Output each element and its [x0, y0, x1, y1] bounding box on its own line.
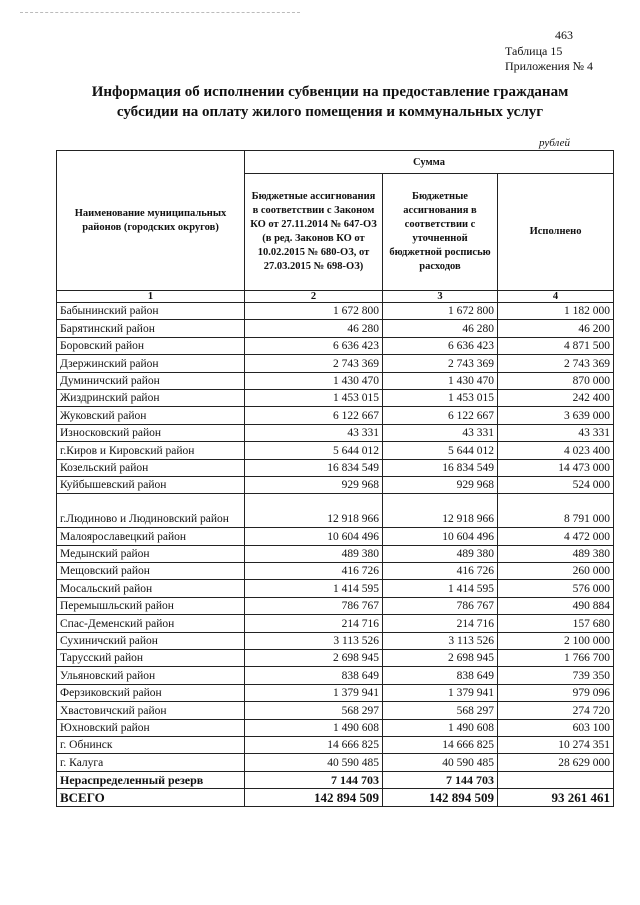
district-name: Тарусский район	[57, 650, 245, 667]
budget-law-cell: 2 698 945	[245, 650, 383, 667]
budget-law-cell: 1 672 800	[245, 303, 383, 320]
budget-law-cell: 786 767	[245, 597, 383, 614]
budget-law-cell: 10 604 496	[245, 528, 383, 545]
document-title: Информация об исполнении субвенции на предоставление гражданам субсидии на оплату жилого помещения и коммунальных услуг	[91, 84, 569, 120]
executed-cell: 4 023 400	[498, 442, 614, 459]
district-name: г. Калуга	[57, 754, 245, 771]
executed-cell: 603 100	[498, 719, 614, 736]
executed-cell: 8 791 000	[498, 494, 614, 528]
table-row	[57, 424, 614, 441]
executed-cell: 260 000	[498, 563, 614, 580]
total-budget-law: 142 894 509	[245, 789, 383, 806]
district-name: Бабынинский район	[57, 303, 245, 320]
district-name: Ульяновский район	[57, 667, 245, 684]
budget-law-cell: 1 379 941	[245, 684, 383, 701]
table-row	[57, 615, 614, 632]
budget-law-cell: 214 716	[245, 615, 383, 632]
table-row	[57, 563, 614, 580]
table-row	[57, 494, 614, 528]
executed-cell: 2 100 000	[498, 632, 614, 649]
district-name: Спас-Деменский район	[57, 615, 245, 632]
budget-refined-cell: 1 672 800	[383, 303, 498, 320]
budget-law-cell: 16 834 549	[245, 459, 383, 476]
table-row	[57, 736, 614, 753]
district-name: Куйбышевский район	[57, 476, 245, 493]
executed-cell: 489 380	[498, 545, 614, 562]
budget-law-cell: 14 666 825	[245, 736, 383, 753]
executed-cell: 1 766 700	[498, 650, 614, 667]
header-name: Наименование муниципальных районов (городских округов)	[57, 151, 245, 291]
budget-law-cell: 1 490 608	[245, 719, 383, 736]
district-name: Думиничский район	[57, 372, 245, 389]
budget-refined-cell: 1 490 608	[383, 719, 498, 736]
header-budget-refined: Бюджетные ассигнования в соответствии с уточненной бюджетной росписью расходов	[383, 174, 498, 291]
district-name: Мещовский район	[57, 563, 245, 580]
column-number: 1	[57, 291, 245, 303]
total-budget-refined: 142 894 509	[383, 789, 498, 806]
budget-refined-cell: 1 379 941	[383, 684, 498, 701]
column-number: 3	[383, 291, 498, 303]
district-name: г.Людиново и Людиновский район	[57, 494, 245, 528]
district-name: Ферзиковский район	[57, 684, 245, 701]
budget-refined-cell: 2 743 369	[383, 355, 498, 372]
table-row	[57, 389, 614, 406]
budget-law-cell: 489 380	[245, 545, 383, 562]
district-name: Хвастовичский район	[57, 702, 245, 719]
budget-law-cell: 1 414 595	[245, 580, 383, 597]
budget-refined-cell: 929 968	[383, 476, 498, 493]
district-name: Перемышльский район	[57, 597, 245, 614]
executed-cell: 242 400	[498, 389, 614, 406]
table-reference	[505, 44, 593, 74]
budget-law-cell: 416 726	[245, 563, 383, 580]
executed-cell: 274 720	[498, 702, 614, 719]
total-row	[57, 789, 614, 806]
table-row	[57, 442, 614, 459]
page-number: 463	[555, 28, 573, 42]
table-row	[57, 407, 614, 424]
budget-refined-cell: 16 834 549	[383, 459, 498, 476]
budget-law-cell: 3 113 526	[245, 632, 383, 649]
executed-cell: 157 680	[498, 615, 614, 632]
executed-cell: 576 000	[498, 580, 614, 597]
table-row	[57, 528, 614, 545]
budget-refined-cell: 1 453 015	[383, 389, 498, 406]
budget-law-cell: 40 590 485	[245, 754, 383, 771]
table-label: Таблица 15	[505, 44, 563, 58]
district-name: Жуковский район	[57, 407, 245, 424]
budget-law-cell: 6 122 667	[245, 407, 383, 424]
column-number-row	[57, 291, 614, 303]
district-name: г.Киров и Кировский район	[57, 442, 245, 459]
budget-refined-cell: 12 918 966	[383, 494, 498, 528]
executed-cell: 524 000	[498, 476, 614, 493]
reserve-executed	[498, 771, 614, 788]
executed-cell: 870 000	[498, 372, 614, 389]
column-number: 4	[498, 291, 614, 303]
table-row	[57, 320, 614, 337]
budget-refined-cell: 1 414 595	[383, 580, 498, 597]
budget-refined-cell: 5 644 012	[383, 442, 498, 459]
district-name: Малоярославецкий район	[57, 528, 245, 545]
scan-artifact-line	[20, 12, 300, 13]
budget-refined-cell: 416 726	[383, 563, 498, 580]
budget-refined-cell: 568 297	[383, 702, 498, 719]
table-row	[57, 702, 614, 719]
district-name: Жиздринский район	[57, 389, 245, 406]
executed-cell: 4 472 000	[498, 528, 614, 545]
table-row	[57, 355, 614, 372]
district-name: Барятинский район	[57, 320, 245, 337]
table-row	[57, 337, 614, 354]
table-row	[57, 372, 614, 389]
budget-law-cell: 568 297	[245, 702, 383, 719]
budget-refined-cell: 14 666 825	[383, 736, 498, 753]
table-row	[57, 684, 614, 701]
budget-law-cell: 46 280	[245, 320, 383, 337]
district-name: Мосальский район	[57, 580, 245, 597]
budget-law-cell: 1 453 015	[245, 389, 383, 406]
executed-cell: 28 629 000	[498, 754, 614, 771]
executed-cell: 2 743 369	[498, 355, 614, 372]
table-row	[57, 303, 614, 320]
budget-refined-cell: 6 636 423	[383, 337, 498, 354]
appendix-label: Приложения № 4	[505, 59, 594, 73]
reserve-budget-law: 7 144 703	[245, 771, 383, 788]
budget-refined-cell: 40 590 485	[383, 754, 498, 771]
executed-cell: 46 200	[498, 320, 614, 337]
budget-refined-cell: 1 430 470	[383, 372, 498, 389]
budget-law-cell: 6 636 423	[245, 337, 383, 354]
table-row	[57, 580, 614, 597]
budget-refined-cell: 786 767	[383, 597, 498, 614]
reserve-budget-refined: 7 144 703	[383, 771, 498, 788]
column-number: 2	[245, 291, 383, 303]
executed-cell: 4 871 500	[498, 337, 614, 354]
budget-refined-cell: 838 649	[383, 667, 498, 684]
reserve-row	[57, 771, 614, 788]
header-budget-law: Бюджетные ассигнования в соответствии с Законом КО от 27.11.2014 № 647-ОЗ (в ред. Законов КО от 10.02.2015 № 680-ОЗ, от 27.03.2015 № 698-ОЗ)	[245, 174, 383, 291]
executed-cell: 43 331	[498, 424, 614, 441]
table-row	[57, 650, 614, 667]
executed-cell: 10 274 351	[498, 736, 614, 753]
table-row	[57, 667, 614, 684]
header-sum: Сумма	[245, 151, 614, 174]
budget-refined-cell: 46 280	[383, 320, 498, 337]
budget-law-cell: 1 430 470	[245, 372, 383, 389]
reserve-name: Нераспределенный резерв	[57, 771, 245, 788]
executed-cell: 490 884	[498, 597, 614, 614]
executed-cell: 739 350	[498, 667, 614, 684]
execution-table	[56, 150, 614, 807]
header-executed: Исполнено	[498, 174, 614, 291]
district-name: Боровский район	[57, 337, 245, 354]
executed-cell: 979 096	[498, 684, 614, 701]
budget-law-cell: 43 331	[245, 424, 383, 441]
budget-refined-cell: 3 113 526	[383, 632, 498, 649]
table-row	[57, 597, 614, 614]
table-row	[57, 754, 614, 771]
table-row	[57, 719, 614, 736]
district-name: Козельский район	[57, 459, 245, 476]
district-name: Износковский район	[57, 424, 245, 441]
district-name: Юхновский район	[57, 719, 245, 736]
district-name: Сухиничский район	[57, 632, 245, 649]
budget-refined-cell: 214 716	[383, 615, 498, 632]
budget-refined-cell: 6 122 667	[383, 407, 498, 424]
budget-law-cell: 929 968	[245, 476, 383, 493]
total-name: ВСЕГО	[57, 789, 245, 806]
budget-refined-cell: 2 698 945	[383, 650, 498, 667]
table-row	[57, 545, 614, 562]
budget-law-cell: 2 743 369	[245, 355, 383, 372]
total-executed: 93 261 461	[498, 789, 614, 806]
executed-cell: 3 639 000	[498, 407, 614, 424]
budget-refined-cell: 10 604 496	[383, 528, 498, 545]
budget-law-cell: 838 649	[245, 667, 383, 684]
district-name: Дзержинский район	[57, 355, 245, 372]
budget-law-cell: 5 644 012	[245, 442, 383, 459]
table-row	[57, 459, 614, 476]
executed-cell: 14 473 000	[498, 459, 614, 476]
unit-label: рублей	[539, 137, 570, 149]
executed-cell: 1 182 000	[498, 303, 614, 320]
budget-refined-cell: 489 380	[383, 545, 498, 562]
budget-refined-cell: 43 331	[383, 424, 498, 441]
district-name: Медынский район	[57, 545, 245, 562]
budget-law-cell: 12 918 966	[245, 494, 383, 528]
district-name: г. Обнинск	[57, 736, 245, 753]
table-row	[57, 632, 614, 649]
table-row	[57, 476, 614, 493]
